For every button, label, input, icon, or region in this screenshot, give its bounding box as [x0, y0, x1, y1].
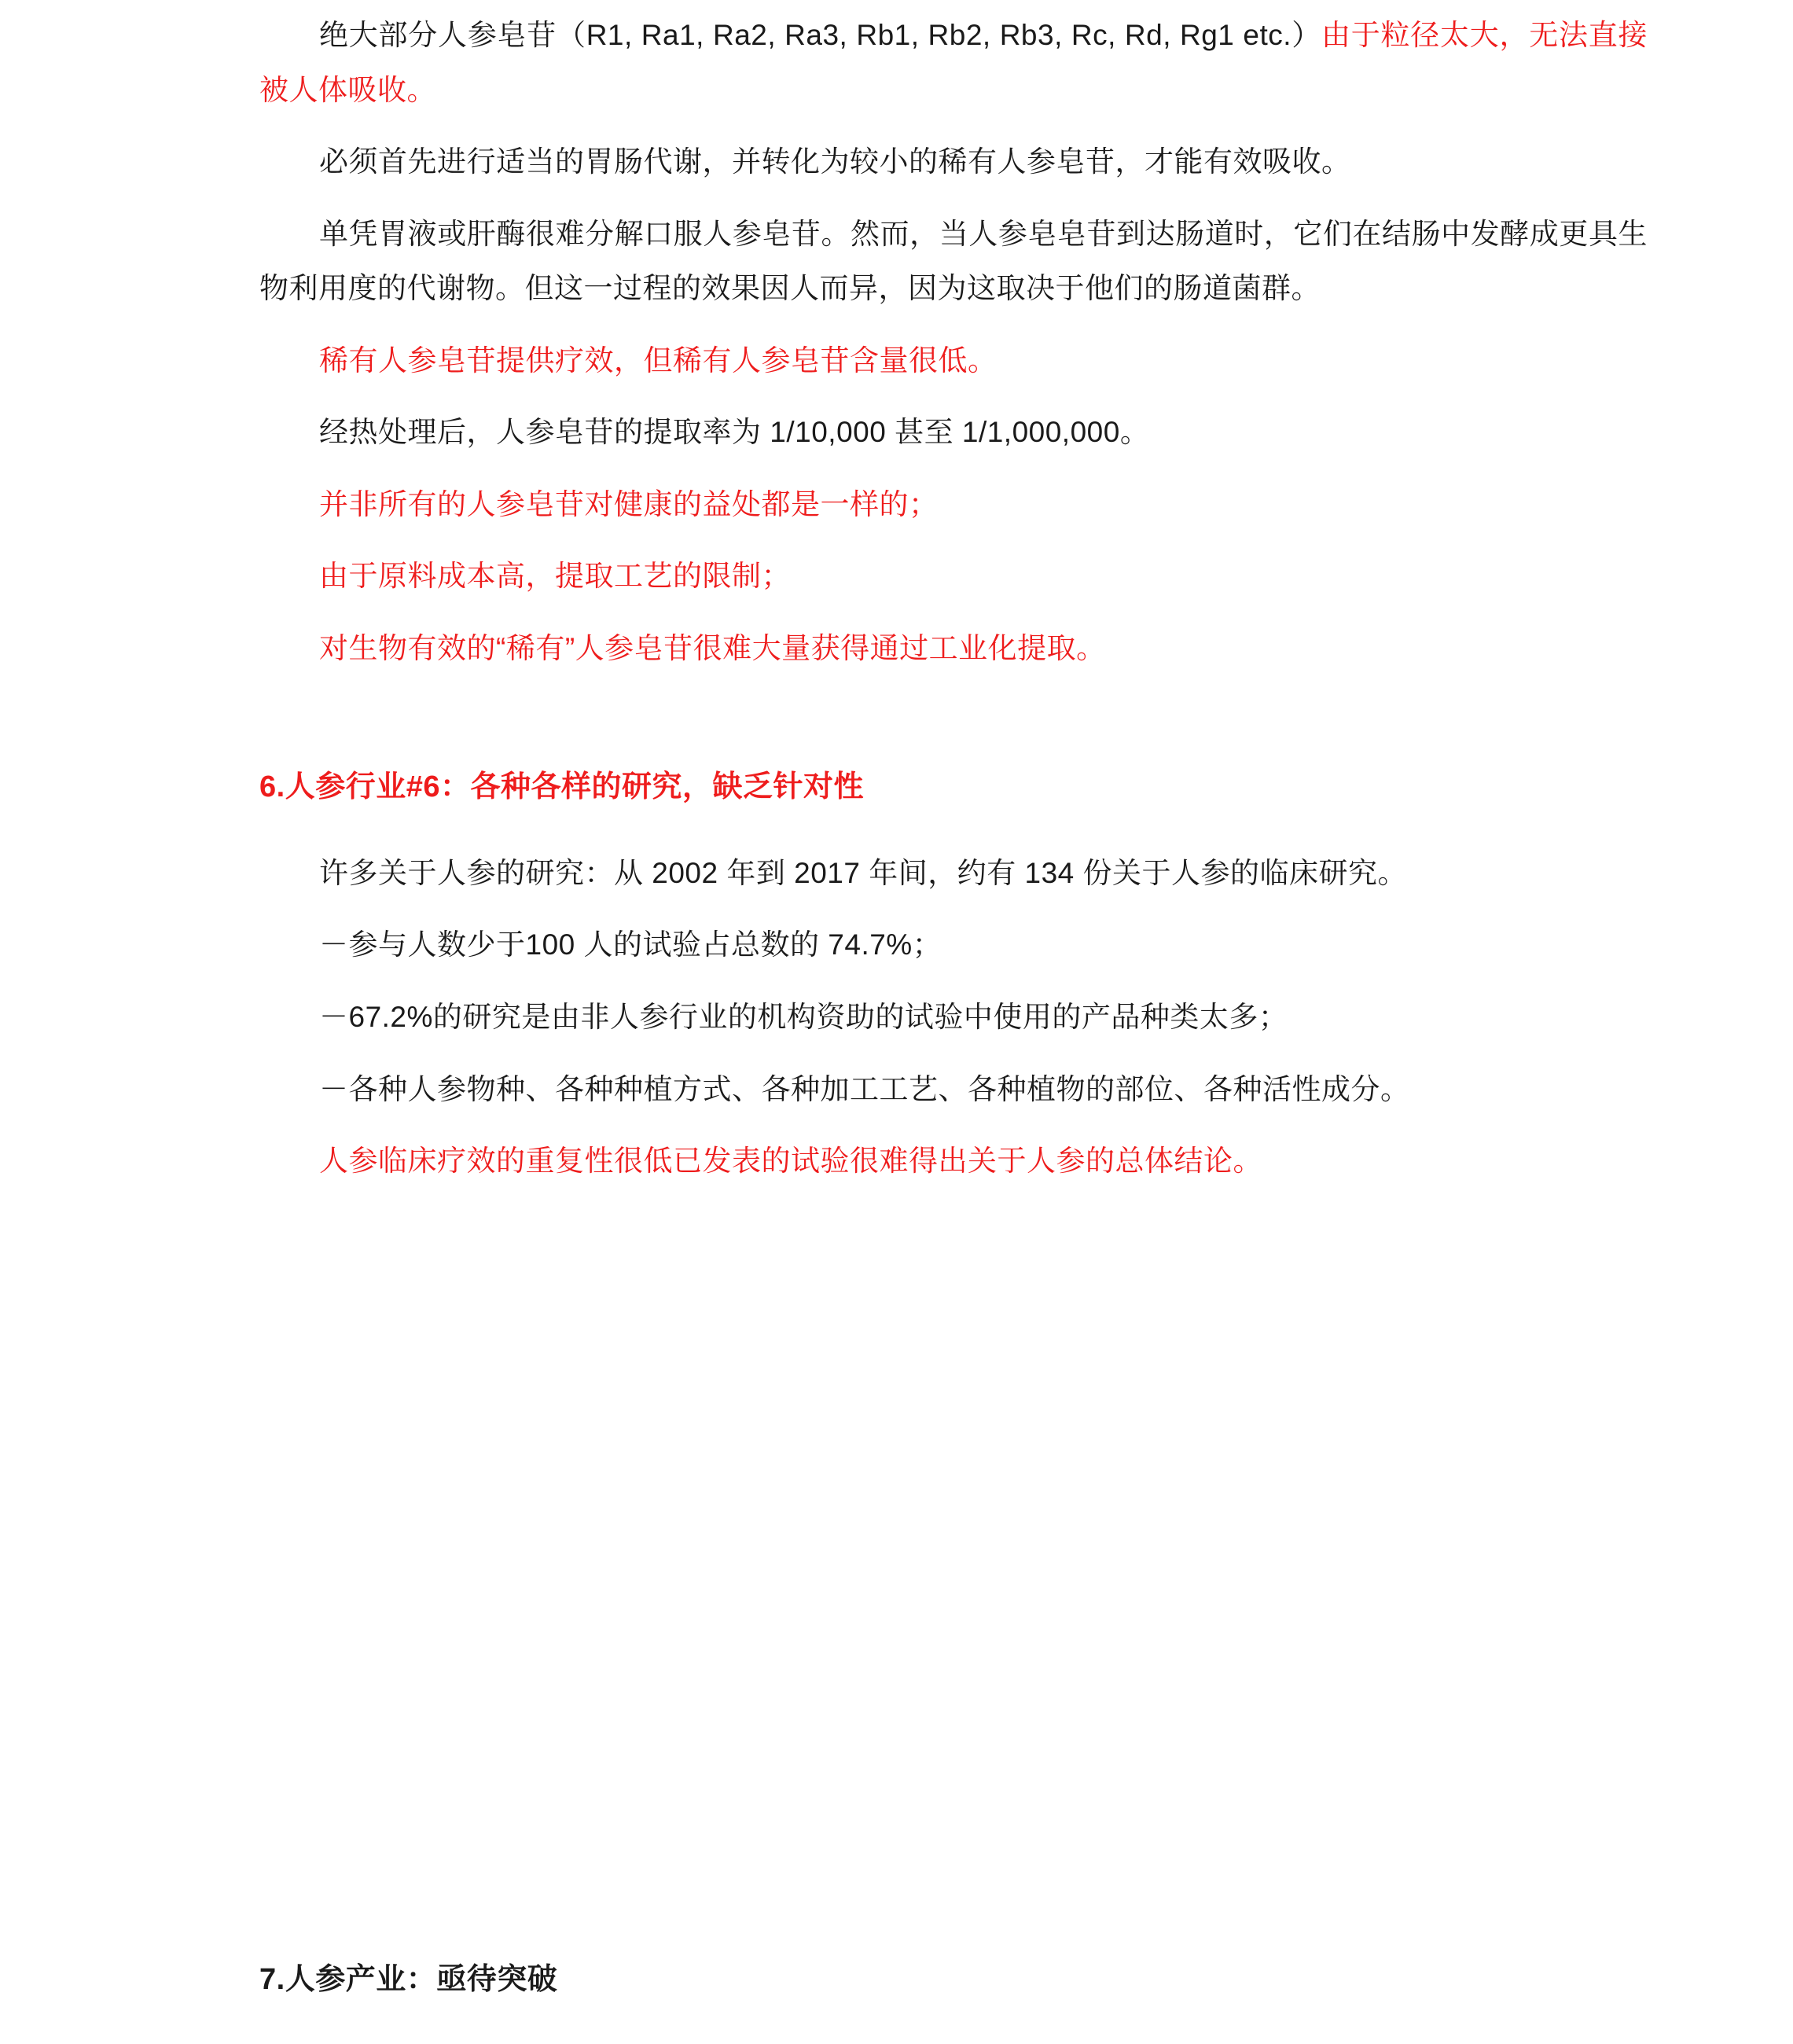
paragraph-text-black: 绝大部分人参皂苷（R1, Ra1, Ra2, Ra3, Rb1, Rb2, Rb3, Rc, Rd, Rg1 etc.）	[319, 19, 1322, 51]
paragraph-text-red: 由于粒径太大，无法直接被人体吸收。	[259, 19, 1648, 106]
paragraph-conclusion: 人参临床疗效的重复性很低已发表的试验很难得出关于人参的总体结论。	[319, 1145, 1262, 1178]
list-item-text: －参与人数少于100 人的试验占总数的 74.7%；	[319, 928, 942, 961]
paragraph-gut-flora: 单凭胃液或肝酶很难分解口服人参皂苷。然而，当人参皂皂苷到达肠道时，它们在结肠中发酵成更具生物利用度的代谢物。但这一过程的效果因人而异，因为这取决于他们的肠道菌群。	[259, 217, 1648, 305]
paragraph-metabolism: 必须首先进行适当的胃肠代谢，并转化为较小的稀有人参皂苷，才能有效吸收。	[319, 145, 1351, 178]
list-item	[259, 917, 1648, 972]
paragraph-industrial-extraction: 对生物有效的“稀有”人参皂苷很难大量获得通过工业化提取。	[319, 631, 1106, 664]
list-item-text: －67.2%的研究是由非人参行业的机构资助的试验中使用的产品种类太多；	[319, 1000, 1288, 1033]
paragraph-research-intro: 许多关于人参的研究：从 2002 年到 2017 年间，约有 134 份关于人参的临床研究。	[319, 856, 1408, 889]
paragraph-ginsenoside-particle	[259, 8, 1648, 117]
heading-spacer	[259, 814, 1648, 846]
paragraph-extraction-rate: 经热处理后，人参皂苷的提取率为 1/10,000 甚至 1/1,000,000。	[319, 416, 1150, 449]
paragraph-raw-material-cost: 由于原料成本高，提取工艺的限制；	[319, 560, 791, 593]
document-body	[259, 0, 1648, 1189]
paragraph-not-all-benefits: 并非所有的人参皂苷对健康的益处都是一样的；	[319, 487, 939, 520]
list-item	[259, 1062, 1648, 1117]
heading-section-7: 7.人参产业：亟待突破	[259, 1962, 558, 1996]
heading-section-6: 6.人参行业#6：各种各样的研究，缺乏针对性	[259, 770, 864, 804]
list-item	[259, 990, 1648, 1045]
list-item-text: －各种人参物种、各种种植方式、各种加工工艺、各种植物的部位、各种活性成分。	[319, 1072, 1410, 1105]
section-spacer	[259, 675, 1648, 760]
paragraph-rare-ginsenoside-efficacy: 稀有人参皂苷提供疗效，但稀有人参皂苷含量很低。	[319, 344, 998, 377]
